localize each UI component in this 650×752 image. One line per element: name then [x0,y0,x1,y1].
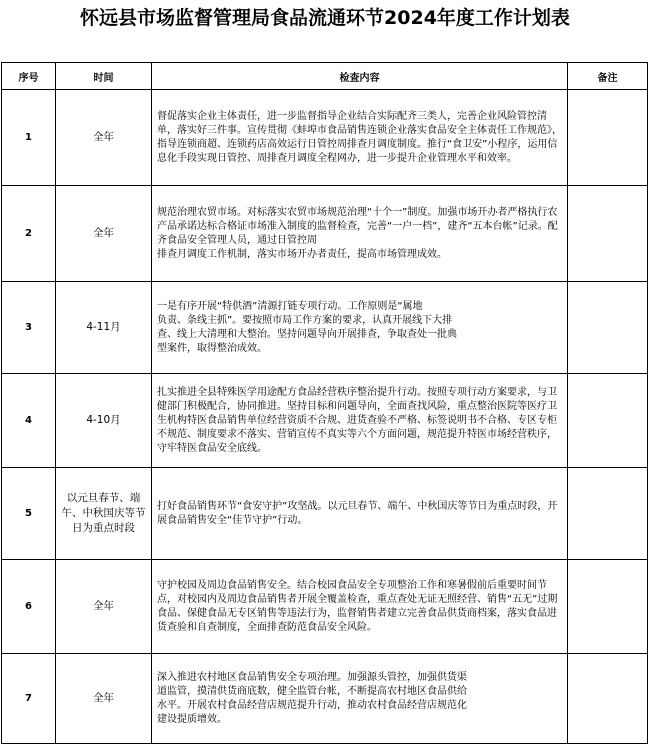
row-no: 4 [2,374,56,468]
table-row [2,560,648,654]
row-note [568,374,648,468]
row-time: 全年 [56,186,152,282]
row-time: 4-10月 [56,374,152,468]
row-content: 一是有序开展“特供酒”清源打链专项行动。工作原则是“属地 负责、条线主抓”。要按照市局工作方案的要求，认真开展线下大排 查、线上大清理和大整治。坚持问题导向开展排查，争取查处一批典 型案件，取得整治成效。 [152,282,568,374]
row-note [568,90,648,186]
row-time: 全年 [56,90,152,186]
row-no: 1 [2,90,56,186]
table-row [2,468,648,560]
row-note [568,560,648,654]
work-plan-table [1,62,648,744]
table-row [2,90,648,186]
table-row [2,374,648,468]
row-time: 全年 [56,654,152,744]
header-note: 备注 [568,63,648,90]
row-time: 全年 [56,560,152,654]
table-row [2,654,648,744]
row-no: 6 [2,560,56,654]
row-no: 5 [2,468,56,560]
header-content: 检查内容 [152,63,568,90]
row-no: 7 [2,654,56,744]
row-time: 以元旦春节、端午、中秋国庆等节日为重点时段 [56,468,152,560]
row-no: 3 [2,282,56,374]
row-content: 守护校园及周边食品销售安全。结合校园食品安全专项整治工作和寒暑假前后重要时间节点，对校园内及周边食品销售者开展全覆盖检查，重点查处无证无照经营、销售“五无”过期食品、保健食品无专区销售等违法行为，监督销售者建立完善食品供货商档案，落实食品进货查验和自查制度，全面排查防范食品安全风险。 [152,560,568,654]
table-row [2,186,648,282]
row-note [568,186,648,282]
header-no: 序号 [2,63,56,90]
row-note [568,282,648,374]
row-content: 扎实推进全县特殊医学用途配方食品经营秩序整治提升行动。按照专项行动方案要求，与卫健部门积极配合，协同推进。坚持目标和问题导向，全面查找风险，重点整治医院等医疗卫生机构特医食品销售单位经营资质不合规、进货查验不严格、标签说明书不合格、专区专柜不规范、制度要求不落实、营销宣传不真实等六个方面问题，规范提升特医市场经营秩序，守牢特医食品安全底线。 [152,374,568,468]
row-time: 4-11月 [56,282,152,374]
row-content: 规范治理农贸市场。对标落实农贸市场规范治理“十个一”制度。加强市场开办者严格执行农产品承诺达标合格证市场准入制度的监督检查，完善“一户一档”，建齐“五本台帐”记录。配齐食品安全管理人员，通过日管控周 排查月调度工作机制，落实市场开办者责任，提高市场管理成效。 [152,186,568,282]
row-note [568,654,648,744]
row-no: 2 [2,186,56,282]
row-note [568,468,648,560]
header-time: 时间 [56,63,152,90]
row-content: 督促落实企业主体责任，进一步监督指导企业结合实际配齐三类人，完善企业风险管控清单，落实好三件事。宣传贯彻《蚌埠市食品销售连锁企业落实食品安全主体责任工作规范》，指导连锁商超、连锁药店高效运行日管控周排查月调度制度。推行“食卫安”小程序，运用信息化手段实现日管控、周排查月调度全程网办，进一步提升企业管理水平和效率。 [152,90,568,186]
row-content: 深入推进农村地区食品销售安全专项治理。加强源头管控，加强供货渠 道监管，摸清供货商底数，健全监管台帐，不断提高农村地区食品供给 水平。开展农村食品经营店规范提升行动，推动农村食品经营店规范化 建设提质增效。 [152,654,568,744]
row-content: 打好食品销售环节“食安守护”攻坚战。以元旦春节、端午、中秋国庆等节日为重点时段，开展食品销售安全“佳节守护”行动。 [152,468,568,560]
table-header-row [2,63,648,90]
page-title: 怀远县市场监督管理局食品流通环节2024年度工作计划表 [80,7,570,29]
table-row [2,282,648,374]
